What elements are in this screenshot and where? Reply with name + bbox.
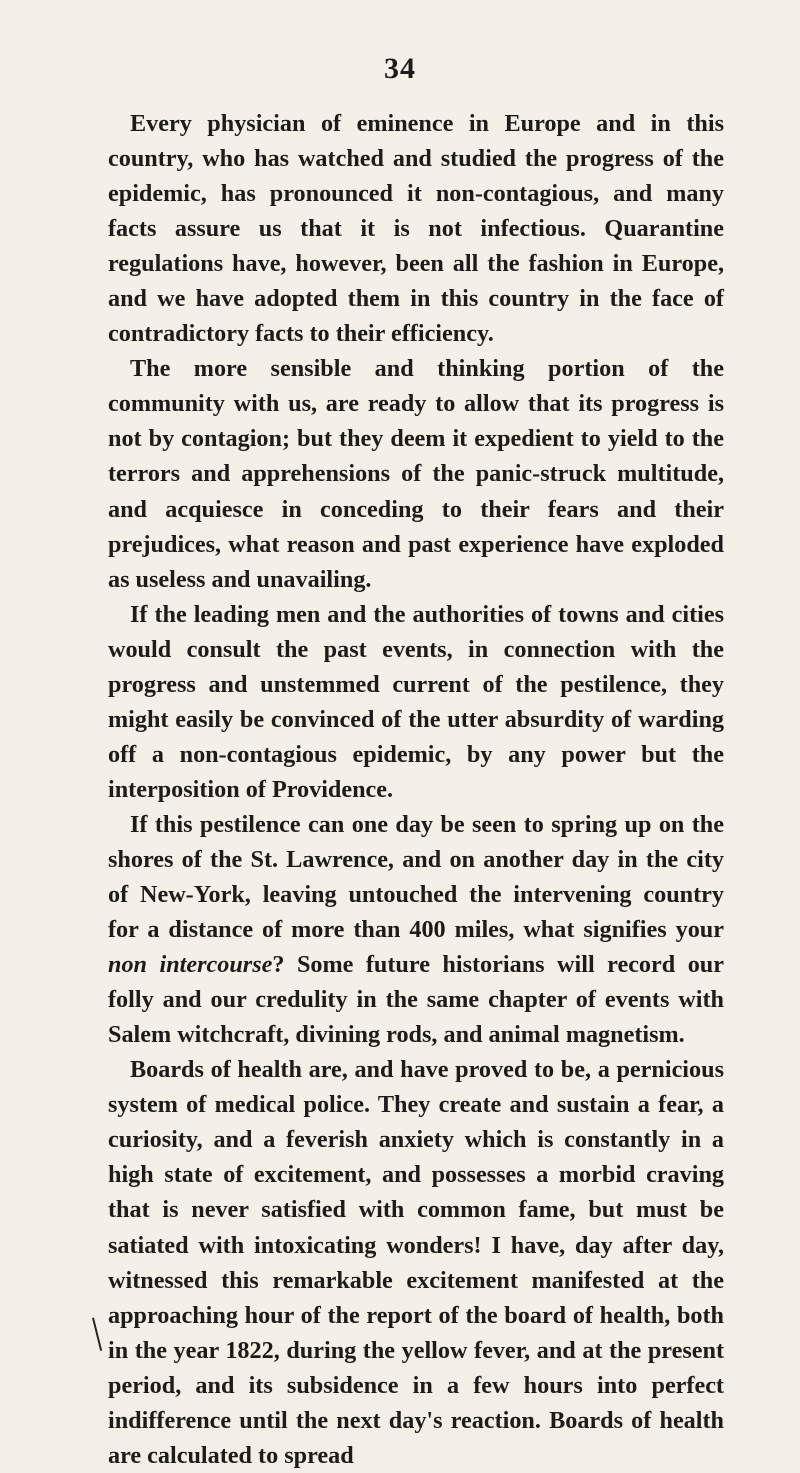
paragraph-boards-of-health: Boards of health are, and have proved to be, a pernicious system of medical police. They create and sustain a fear, a curiosity, and a feverish anxiety which is constantly in a high state of excitement, and possesses a morbid craving that is never satisfied with common fame, but must be satiated with intoxicating wonders! I have, day after day, witnessed this remarkable excitement manifested at the approaching hour of the report of the board of health, both in the year 1822, during the yellow fever, and at the present period, and its subsidence in a few hours into perfect indifference until the next day's reaction. Boards of health are calculated to spread: [108, 1056, 724, 1469]
paragraph-authorities: If the leading men and the authorities of towns and cities would consult the past events, in connection with the progress and unstemmed current of the pestilence, they might easily be convinced of the utter absurdity of warding off a non-contagious epidemic, by any power but the interposition of Providence.: [108, 600, 724, 803]
paragraph-community: The more sensible and thinking portion of the community with us, are ready to allow that its progress is not by contagion; but they deem it expedient to yield to the terrors and apprehensions of the panic-struck multitude, and acquiesce in conceding to their fears and their prejudices, what reason and past experience have exploded as useless and unavailing.: [108, 355, 724, 593]
paragraph-contagion: Every physician of eminence in Europe and in this country, who has watched and studied the progress of the epidemic, has pronounced it non-contagious, and many facts assure us that it is not infectious. Quarantine regulations have, however, been all the fashion in Europe, and we have adopted them in this country in the face of contradictory facts to their efficiency.: [108, 110, 724, 348]
body-text: [108, 106, 724, 1473]
italic-non-intercourse: non intercourse: [108, 951, 273, 979]
page-number: 34: [384, 52, 416, 85]
margin-mark: [92, 1318, 102, 1351]
paragraph-pestilence-lead: If this pestilence can one day be seen to spring up on the shores of the St. Lawrence, and on another day in the city of New-York, leaving untouched the intervening country for a distance of more than 400 miles, what signifies your: [108, 810, 724, 944]
paragraph-pestilence-tail: ? Some future historians will record our folly and our credulity in the same chapter of events with Salem witchcraft, divining rods, and animal magnetism.: [108, 951, 724, 1049]
paragraph-pestilence: [108, 807, 724, 1052]
